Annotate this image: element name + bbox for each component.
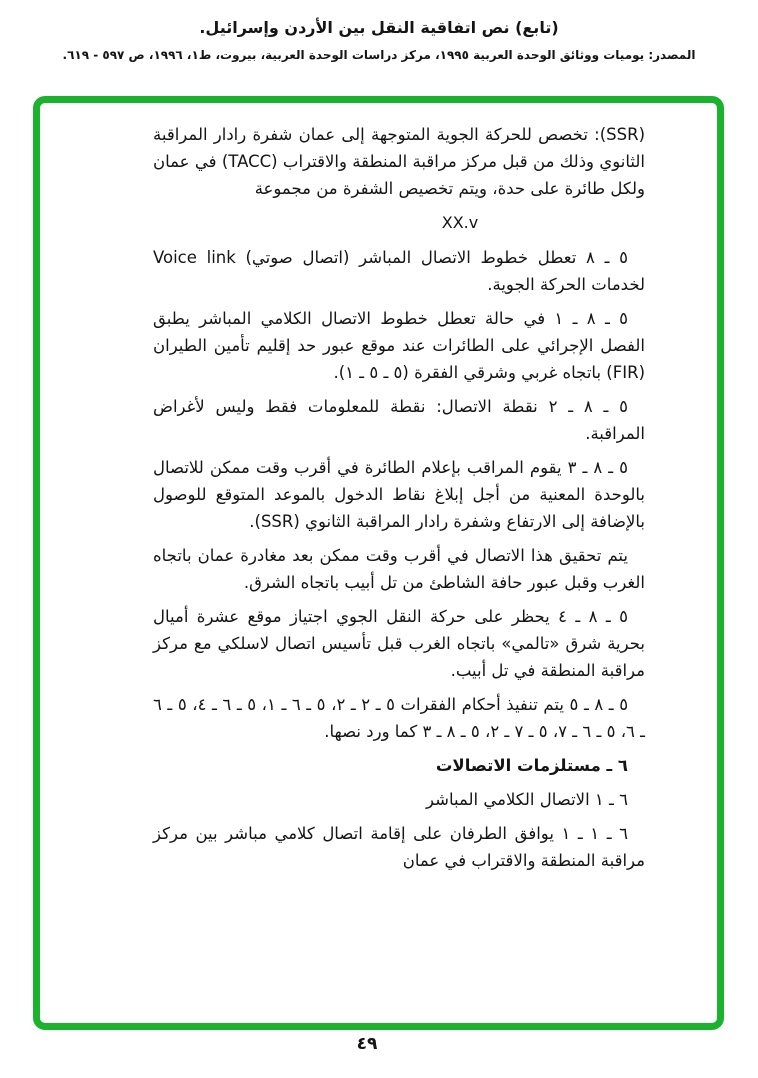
paragraph-contact-timing: يتم تحقيق هذا الاتصال في أقرب وقت ممكن بعد مغادرة عمان باتجاه الغرب وقبل عبور حافة الشاطئ من تل أبيب باتجاه الشرق. bbox=[153, 546, 645, 592]
paragraph-5-8-5: ٥ ـ ٨ ـ ٥ يتم تنفيذ أحكام الفقرات ٥ ـ ٢ ـ ٢، ٥ ـ ٦ ـ ١، ٥ ـ ٦ ـ ٤، ٥ ـ ٦ ـ ٦، ٥ ـ ٦ ـ ٧، ٥ ـ ٧ ـ ٢، ٥ ـ ٨ ـ ٣ كما ورد نصها. bbox=[153, 695, 645, 741]
paragraph-5-8-2: ٥ ـ ٨ ـ ٢ نقطة الاتصال: نقطة للمعلومات فقط وليس لأغراض المراقبة. bbox=[153, 397, 645, 443]
page-number: ٤٩ bbox=[356, 1034, 378, 1054]
paragraph-5-8-4: ٥ ـ ٨ ـ ٤ يحظر على حركة النقل الجوي اجتياز موقع عشرة أميال بحرية شرق «تالمي» باتجاه الغرب قبل تأسيس اتصال لاسلكي مع مركز مراقبة المنطقة في تل أبيب. bbox=[153, 607, 645, 680]
paragraph-5-8: ٥ ـ ٨ تعطل خطوط الاتصال المباشر (اتصال صوتي) Voice link لخدمات الحركة الجوية. bbox=[153, 248, 645, 294]
sub-heading-6-1: ٦ ـ ١ الاتصال الكلامي المباشر bbox=[426, 790, 628, 809]
code-group-line: XX.v bbox=[441, 213, 479, 232]
paragraph-ssr-intro: (SSR): تخصص للحركة الجوية المتوجهة إلى عمان شفرة رادار المراقبة الثانوي وذلك من قبل مركز مراقبة المنطقة والاقتراب (TACC) في عمان ولكل طائرة على حدة، ويتم تخصيص الشفرة من مجموعة bbox=[153, 125, 645, 198]
paragraph-5-8-1: ٥ ـ ٨ ـ ١ في حالة تعطل خطوط الاتصال الكلامي المباشر يطبق الفصل الإجرائي على الطائرات عند موقع عبور حد إقليم تأمين الطيران (FIR) باتجاه غربي وشرقي الفقرة (٥ ـ ٥ ـ ١). bbox=[153, 309, 645, 382]
source-citation: المصدر: يوميات ووثائق الوحدة العربية ١٩٩٥، مركز دراسات الوحدة العربية، بيروت، ط١، ١٩٩٦، ص ٥٩٧ - ٦١٩. bbox=[62, 48, 696, 62]
document-title: (تابع) نص اتفاقية النقل بين الأردن وإسرائيل. bbox=[199, 18, 559, 37]
paragraph-6-1-1: ٦ ـ ١ ـ ١ يوافق الطرفان على إقامة اتصال كلامي مباشر بين مركز مراقبة المنطقة والاقتراب في عمان bbox=[153, 824, 645, 870]
section-heading-6: ٦ ـ مستلزمات الاتصالات bbox=[435, 756, 628, 775]
content-frame bbox=[33, 96, 724, 1030]
document-body bbox=[153, 121, 645, 881]
paragraph-5-8-3: ٥ ـ ٨ ـ ٣ يقوم المراقب بإعلام الطائرة في أقرب وقت ممكن للاتصال بالوحدة المعنية من أجل إبلاغ نقاط الدخول بالموعد المتوقع للوصول بالإضافة إلى الارتفاع وشفرة رادار المراقبة الثانوي (SSR). bbox=[153, 458, 645, 531]
page-header bbox=[0, 0, 758, 63]
